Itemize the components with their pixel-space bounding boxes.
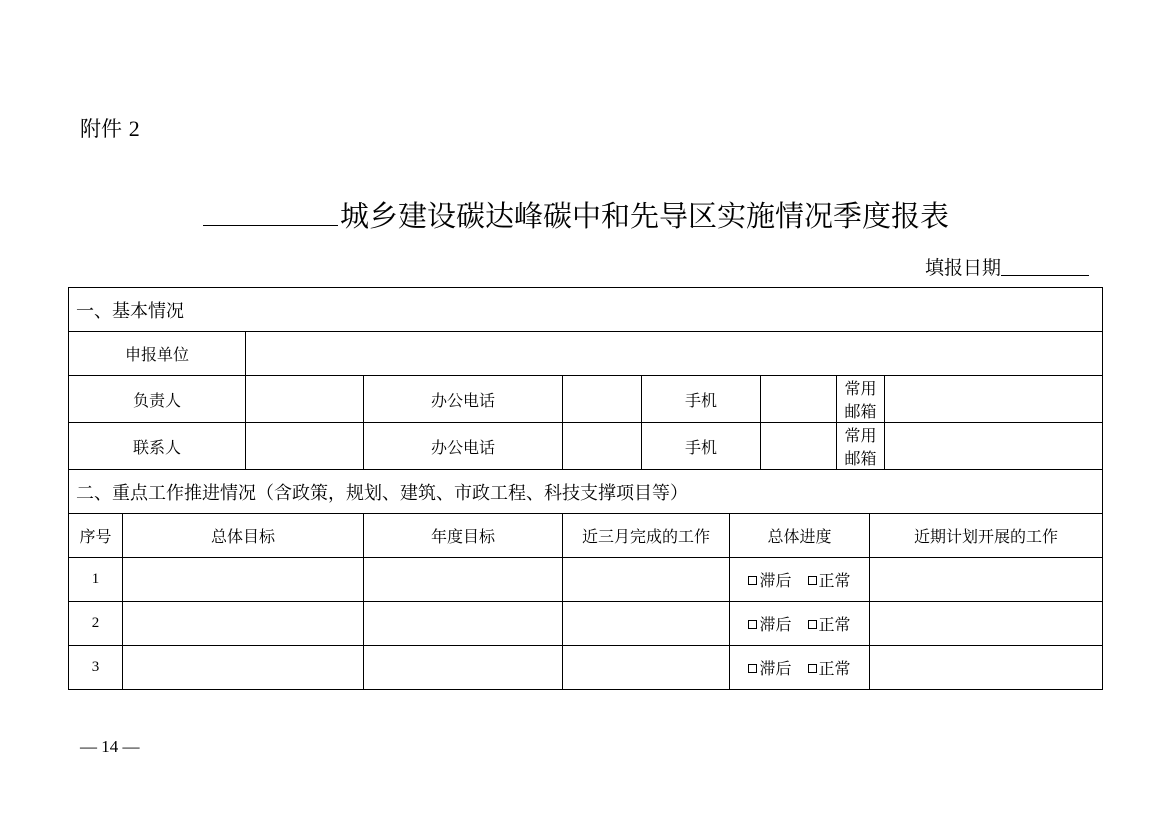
email-input[interactable]	[885, 376, 1103, 423]
checkbox-icon[interactable]	[808, 664, 817, 673]
row-number: 1	[69, 558, 123, 602]
person-row	[69, 376, 1103, 423]
office-phone-label: 办公电话	[364, 423, 563, 470]
option-label: 滞后	[759, 659, 792, 678]
person-row	[69, 423, 1103, 470]
recent-work-cell[interactable]	[563, 558, 730, 602]
column-header: 近三月完成的工作	[563, 514, 730, 558]
planned-work-cell[interactable]	[870, 646, 1103, 690]
section1-heading-row	[69, 288, 1103, 332]
checkbox-icon[interactable]	[808, 576, 817, 585]
email-label: 常用邮箱	[837, 423, 885, 470]
progress-option-normal[interactable]	[808, 659, 851, 678]
column-header-row	[69, 514, 1103, 558]
section1-heading: 一、基本情况	[69, 288, 1103, 332]
row-number: 2	[69, 602, 123, 646]
report-title	[203, 194, 949, 235]
person-role-label: 联系人	[69, 423, 246, 470]
person-name-input[interactable]	[246, 376, 364, 423]
progress-cell	[730, 646, 870, 690]
applicant-input[interactable]	[246, 332, 1103, 376]
column-header: 序号	[69, 514, 123, 558]
column-header: 总体目标	[123, 514, 364, 558]
attachment-text: 附件	[80, 117, 122, 141]
progress-option-lagging[interactable]	[748, 571, 791, 590]
overall-goal-cell[interactable]	[123, 646, 364, 690]
annual-goal-cell[interactable]	[364, 646, 563, 690]
planned-work-cell[interactable]	[870, 558, 1103, 602]
title-text: 城乡建设碳达峰碳中和先导区实施情况季度报表	[340, 199, 950, 233]
email-label: 常用邮箱	[837, 376, 885, 423]
planned-work-cell[interactable]	[870, 602, 1103, 646]
annual-goal-cell[interactable]	[364, 602, 563, 646]
option-label: 正常	[818, 571, 851, 590]
office-phone-input[interactable]	[563, 376, 642, 423]
applicant-row	[69, 332, 1103, 376]
checkbox-icon[interactable]	[748, 620, 757, 629]
office-phone-label: 办公电话	[364, 376, 563, 423]
mobile-input[interactable]	[761, 376, 837, 423]
checkbox-icon[interactable]	[748, 576, 757, 585]
progress-cell	[730, 602, 870, 646]
report-table	[68, 287, 1103, 690]
fill-date	[925, 253, 1089, 280]
recent-work-cell[interactable]	[563, 646, 730, 690]
progress-option-lagging[interactable]	[748, 659, 791, 678]
progress-option-normal[interactable]	[808, 571, 851, 590]
table-row	[69, 646, 1103, 690]
recent-work-cell[interactable]	[563, 602, 730, 646]
page-number: — 14 —	[80, 737, 140, 756]
progress-cell	[730, 558, 870, 602]
overall-goal-cell[interactable]	[123, 558, 364, 602]
applicant-label: 申报单位	[69, 332, 246, 376]
column-header: 年度目标	[364, 514, 563, 558]
mobile-label: 手机	[642, 423, 761, 470]
attachment-label	[80, 113, 140, 143]
column-header: 近期计划开展的工作	[870, 514, 1103, 558]
fill-date-label: 填报日期	[925, 257, 1002, 279]
title-blank-line[interactable]	[203, 201, 338, 226]
mobile-input[interactable]	[761, 423, 837, 470]
progress-option-normal[interactable]	[808, 615, 851, 634]
email-input[interactable]	[885, 423, 1103, 470]
person-name-input[interactable]	[246, 423, 364, 470]
fill-date-blank[interactable]	[1001, 257, 1089, 276]
office-phone-input[interactable]	[563, 423, 642, 470]
option-label: 滞后	[759, 571, 792, 590]
checkbox-icon[interactable]	[808, 620, 817, 629]
mobile-label: 手机	[642, 376, 761, 423]
option-label: 正常	[818, 659, 851, 678]
checkbox-icon[interactable]	[748, 664, 757, 673]
overall-goal-cell[interactable]	[123, 602, 364, 646]
row-number: 3	[69, 646, 123, 690]
table-row	[69, 602, 1103, 646]
column-header: 总体进度	[730, 514, 870, 558]
attachment-number: 2	[128, 116, 140, 141]
section2-heading-row	[69, 470, 1103, 514]
option-label: 正常	[818, 615, 851, 634]
table-row	[69, 558, 1103, 602]
person-role-label: 负责人	[69, 376, 246, 423]
section2-heading: 二、重点工作推进情况（含政策，规划、建筑、市政工程、科技支撑项目等）	[69, 470, 1103, 514]
progress-option-lagging[interactable]	[748, 615, 791, 634]
option-label: 滞后	[759, 615, 792, 634]
annual-goal-cell[interactable]	[364, 558, 563, 602]
